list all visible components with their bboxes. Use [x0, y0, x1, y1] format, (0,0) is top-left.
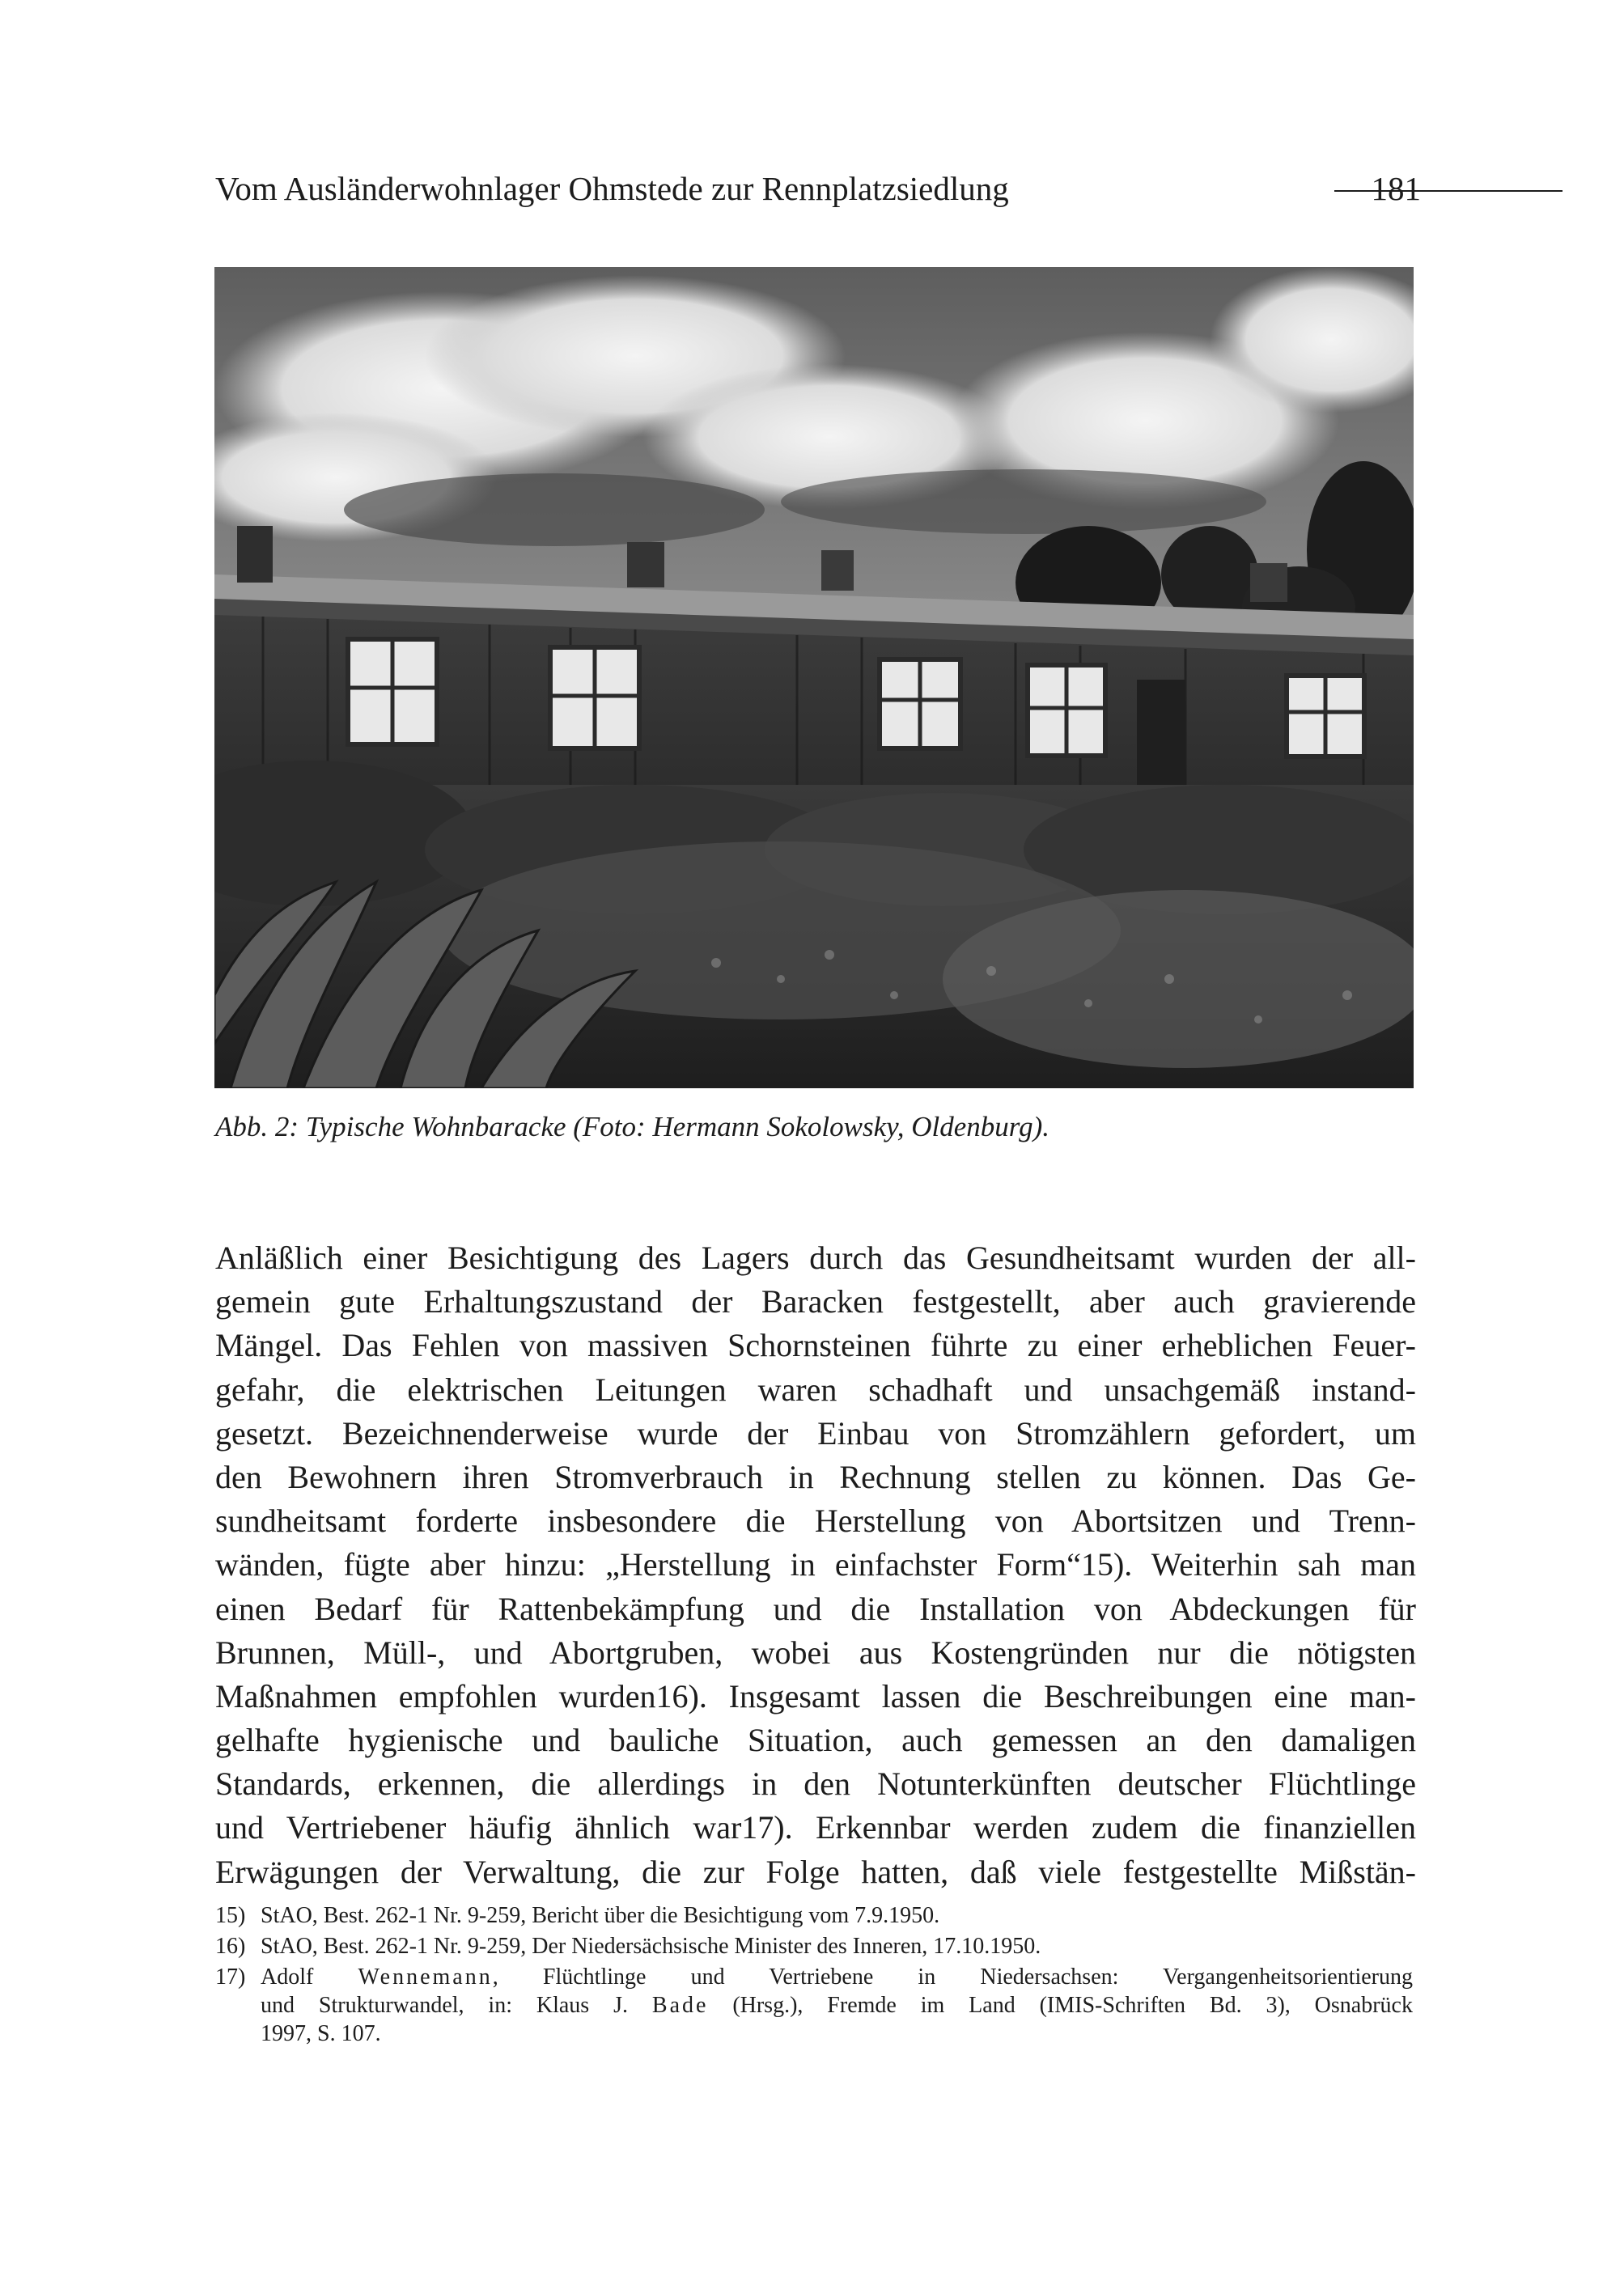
footnote-text: StAO, Best. 262-1 Nr. 9-259, Der Niedersächsische Minister des Inneren, 17.10.1950. — [261, 1934, 1041, 1959]
body-line: gemein gute Erhaltungszustand der Baracken festgestellt, aber auch gravierende — [215, 1283, 1416, 1320]
footnote-text-part: (Hrsg.), Fremde im Land (IMIS-Schriften Bd. 3), Osnabrück — [708, 1993, 1413, 2018]
body-line: Anläßlich einer Besichtigung des Lagers durch das Gesundheitsamt wurden der all- — [215, 1240, 1416, 1276]
footnote-editor: Bade — [651, 1993, 709, 2018]
barrack-photo — [214, 267, 1414, 1088]
body-line: Standards, erkennen, die allerdings in den Notunterkünften deutscher Flüchtlinge — [215, 1765, 1416, 1803]
header-rule — [1334, 190, 1563, 192]
footnote-number: 15) — [215, 1903, 246, 1928]
body-line: Erwägungen der Verwaltung, die zur Folge hatten, daß viele festgestellte Mißstän- — [215, 1853, 1416, 1890]
body-line: gelhafte hygienische und bauliche Situation, auch gemessen an den damaligen — [215, 1722, 1416, 1759]
body-line: Maßnahmen empfohlen wurden16). Insgesamt lassen die Beschreibungen eine man- — [215, 1677, 1416, 1714]
footnote-15 — [215, 1901, 1413, 1930]
running-title: Vom Ausländerwohnlager Ohmstede zur Rennplatzsiedlung — [215, 170, 1009, 207]
footnote-author-first-name: Adolf — [261, 1965, 358, 1990]
footnote-text-part: , Flüchtlinge und Vertriebene in Niedersachsen: Vergangenheitsorientierung — [492, 1965, 1413, 1990]
figure-caption: Abb. 2: Typische Wohnbaracke (Foto: Hermann Sokolowsky, Oldenburg). — [215, 1111, 1050, 1142]
running-head — [215, 166, 1421, 211]
barrack-photo-graphic — [214, 267, 1414, 1088]
body-line: einen Bedarf für Rattenbekämpfung und die Installation von Abdeckungen für — [215, 1590, 1416, 1627]
footnote-text: 1997, S. 107. — [261, 2021, 381, 2046]
body-line: Brunnen, Müll-, und Abortgruben, wobei aus Kostengründen nur die nötigsten — [215, 1634, 1416, 1671]
footnote-text — [261, 1991, 1413, 2020]
footnote-text — [261, 1963, 1413, 1991]
body-line: Mängel. Das Fehlen von massiven Schornsteinen führte zu einer erheblichen Feuer- — [215, 1327, 1416, 1364]
footnote-text: StAO, Best. 262-1 Nr. 9-259, Bericht über die Besichtigung vom 7.9.1950. — [261, 1903, 940, 1928]
footnote-16 — [215, 1932, 1413, 1960]
footnote-text-part: und Strukturwandel, in: Klaus J. — [261, 1993, 652, 2018]
footnote-author: Wennemann — [358, 1965, 493, 1990]
body-line: gesetzt. Bezeichnenderweise wurde der Einbau von Stromzählern gefordert, um — [215, 1414, 1416, 1452]
footnote-17 — [215, 1963, 1413, 2048]
body-paragraph — [215, 1236, 1416, 1894]
footnote-number: 17) — [215, 1965, 246, 1990]
footnotes — [215, 1901, 1413, 2050]
body-line: sundheitsamt forderte insbesondere die Herstellung von Abortsitzen und Trenn- — [215, 1503, 1416, 1540]
body-line: und Vertriebener häufig ähnlich war17). Erkennbar werden zudem die finanziellen — [215, 1809, 1416, 1846]
footnote-number: 16) — [215, 1934, 246, 1959]
body-line: gefahr, die elektrischen Leitungen waren schadhaft und unsachgemäß instand- — [215, 1371, 1416, 1408]
page-number: 181 — [1371, 170, 1421, 207]
body-line: wänden, fügte aber hinzu: „Herstellung in einfachster Form“15). Weiterhin sah man — [215, 1546, 1416, 1583]
body-line: den Bewohnern ihren Stromverbrauch in Rechnung stellen zu können. Das Ge- — [215, 1458, 1416, 1495]
